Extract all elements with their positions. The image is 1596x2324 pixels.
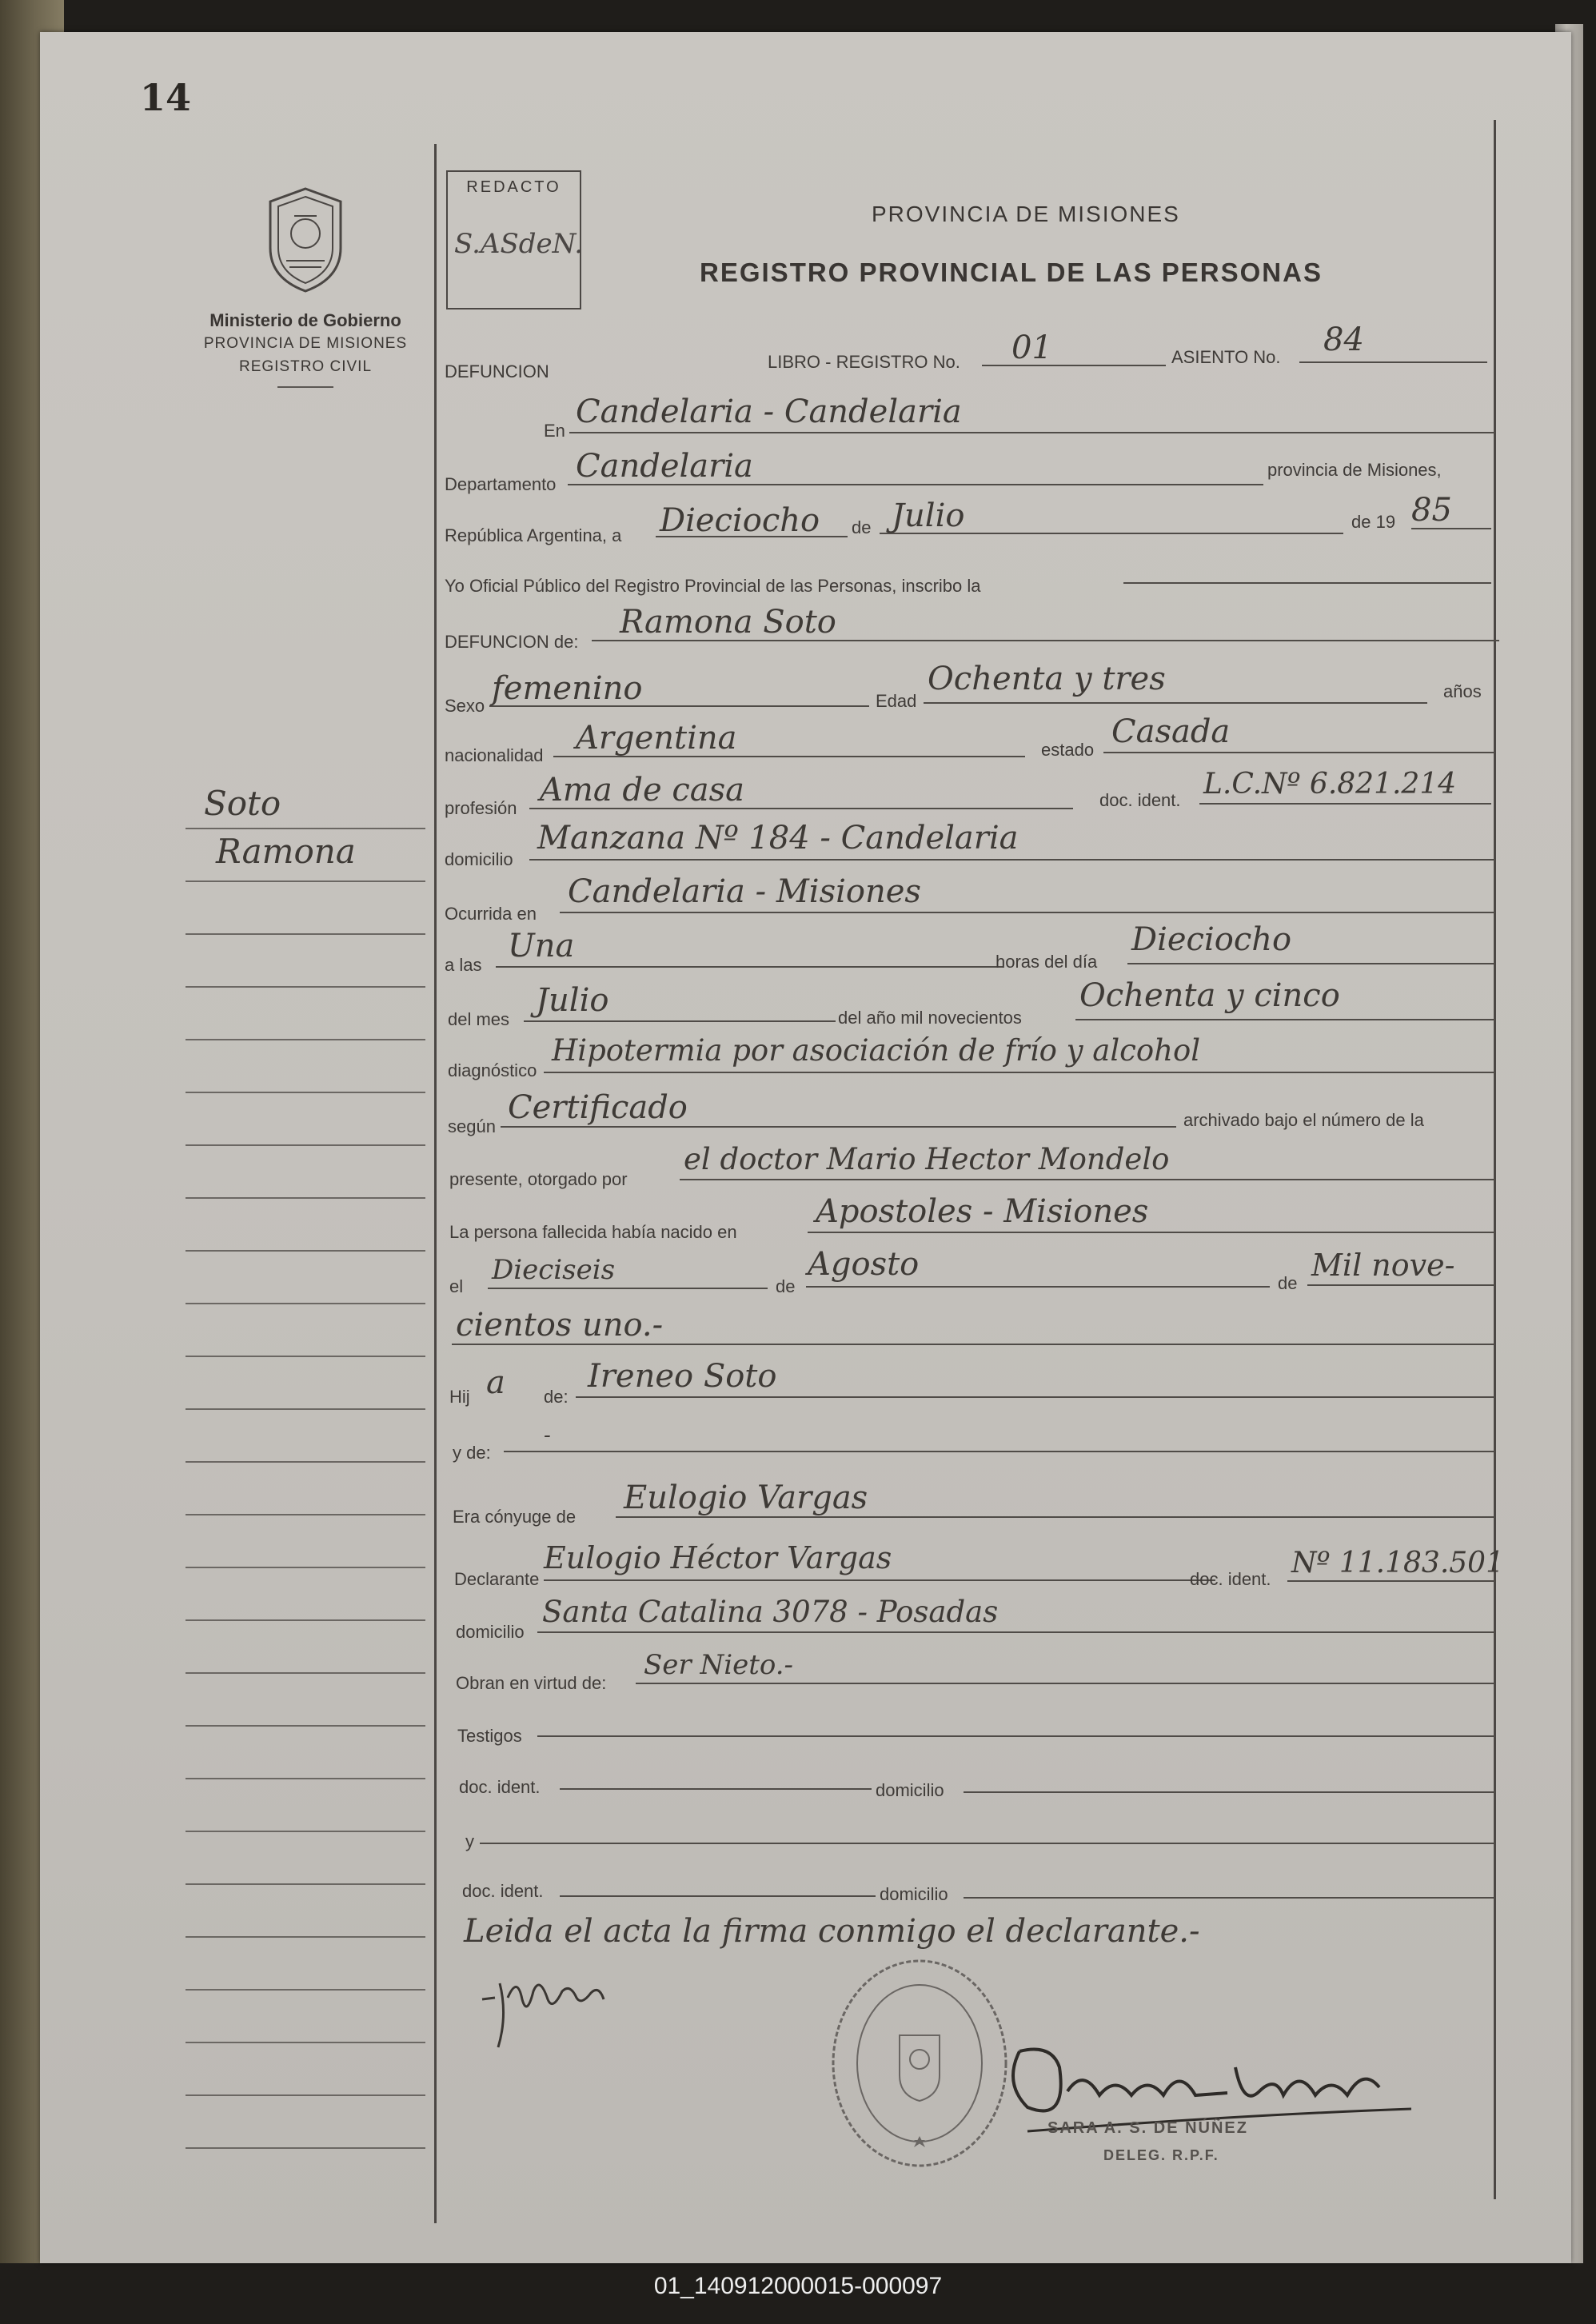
asiento-rule xyxy=(1299,361,1487,363)
declarante-value: Eulogio Héctor Vargas xyxy=(544,1540,892,1575)
ministry-heading xyxy=(170,309,441,388)
edad-rule xyxy=(924,702,1427,704)
margin-ruled-line xyxy=(186,1197,425,1199)
testigos-rule xyxy=(537,1735,1495,1737)
margin-ruled-line xyxy=(186,1144,425,1146)
y-de-label: y de: xyxy=(453,1443,491,1463)
de-value-2: Agosto xyxy=(808,1246,920,1283)
hija-de-value: Ireneo Soto xyxy=(588,1358,777,1395)
margin-ruled-line xyxy=(186,1989,425,1991)
nacido-value: Apostoles - Misiones xyxy=(816,1193,1149,1230)
yo-oficial-rule xyxy=(1123,582,1491,584)
margin-ruled-line xyxy=(186,1725,425,1727)
t2-dom-rule xyxy=(964,1897,1495,1899)
margin-ruled-line xyxy=(186,1408,425,1410)
t2-dom-label: domicilio xyxy=(880,1884,948,1904)
sexo-label: Sexo xyxy=(445,696,485,716)
anios-label: años xyxy=(1443,681,1482,701)
obran-rule xyxy=(636,1683,1495,1684)
nacido-label: La persona fallecida había nacido en xyxy=(449,1222,737,1242)
margin-ruled-line xyxy=(186,1883,425,1885)
ocurrida-label: Ocurrida en xyxy=(445,904,537,924)
libro-rule xyxy=(982,365,1166,366)
margin-ruled-line xyxy=(186,1356,425,1357)
registry-heading: REGISTRO PROVINCIAL DE LAS PERSONAS xyxy=(700,258,1323,287)
estado-label: estado xyxy=(1041,740,1095,760)
ministry-name: Ministerio de Gobierno xyxy=(209,310,401,330)
margin-ruled-line xyxy=(186,2042,425,2043)
a-las-value: Una xyxy=(508,928,575,964)
margin-ruled-line xyxy=(186,1778,425,1779)
nacionalidad-value: Argentina xyxy=(576,720,737,757)
decl-doc-label: doc. ident. xyxy=(1190,1569,1271,1589)
margin-ruled-line xyxy=(186,1567,425,1568)
domicilio-label: domicilio xyxy=(445,849,513,869)
de-19-label: de 19 xyxy=(1351,512,1396,532)
horas-label: horas del día xyxy=(996,952,1098,972)
diagnostico-label: diagnóstico xyxy=(448,1060,537,1080)
horas-value: Dieciocho xyxy=(1131,921,1292,958)
margin-ruled-line xyxy=(186,828,425,829)
decl-doc-rule xyxy=(1287,1580,1495,1582)
departamento-label: Departamento xyxy=(445,474,557,494)
page-number: 14 xyxy=(140,76,192,119)
presente-rule xyxy=(680,1179,1495,1180)
y-de-rule xyxy=(504,1451,1495,1452)
margin-ruled-line xyxy=(186,1039,425,1040)
decl-domicilio-label: domicilio xyxy=(456,1622,525,1642)
de-value-3: Mil nove- xyxy=(1311,1248,1455,1283)
redacto-value: S.ASdeN. xyxy=(454,228,584,260)
sexo-value: femenino xyxy=(492,670,643,707)
decl-domicilio-value: Santa Catalina 3078 - Posadas xyxy=(542,1595,999,1629)
ocurrida-rule xyxy=(560,912,1495,913)
edad-value: Ochenta y tres xyxy=(928,661,1166,697)
hija-label: Hij xyxy=(449,1387,470,1407)
provincia-label: provincia de Misiones, xyxy=(1267,460,1442,480)
departamento-value: Candelaria xyxy=(576,448,753,485)
mes-value: Julio xyxy=(892,497,965,534)
margin-divider-line xyxy=(434,144,437,2223)
a-las-label: a las xyxy=(445,955,482,975)
margin-ruled-line xyxy=(186,1250,425,1252)
margin-ruled-line xyxy=(186,2094,425,2096)
margin-ruled-line xyxy=(186,1936,425,1938)
margin-ruled-line xyxy=(186,1672,425,1674)
province-heading: PROVINCIA DE MISIONES xyxy=(872,202,1180,226)
declarante-label: Declarante xyxy=(454,1569,540,1589)
diagnostico-value: Hipotermia por asociación de frío y alcohol xyxy=(552,1033,1201,1068)
de-label-1: de xyxy=(852,517,872,537)
t1-dom-rule xyxy=(964,1791,1495,1793)
official-stamp xyxy=(828,1955,1011,2171)
conyuge-value: Eulogio Vargas xyxy=(624,1479,868,1516)
de-label-3: de xyxy=(1278,1273,1298,1293)
asiento-value: 84 xyxy=(1323,321,1364,358)
del-anio-label: del año mil novecientos xyxy=(838,1008,1022,1028)
redacto-label: REDACTO xyxy=(466,178,561,196)
declarant-signature xyxy=(476,1967,684,2055)
margin-ruled-line xyxy=(186,1303,425,1304)
nacionalidad-label: nacionalidad xyxy=(445,745,544,765)
segun-value: Certificado xyxy=(508,1089,688,1126)
margin-surname: Soto xyxy=(204,784,281,823)
el-rule xyxy=(488,1288,768,1289)
estado-value: Casada xyxy=(1111,713,1231,750)
conyuge-rule xyxy=(616,1516,1495,1518)
domicilio-value: Manzana Nº 184 - Candelaria xyxy=(537,820,1019,857)
ministry-underline xyxy=(277,386,333,388)
obran-value: Ser Nieto.- xyxy=(644,1649,794,1681)
del-anio-value: Ochenta y cinco xyxy=(1079,977,1340,1014)
estado-rule xyxy=(1103,752,1495,753)
decl-doc-value: Nº 11.183.501 xyxy=(1291,1547,1504,1579)
t1-doc-label: doc. ident. xyxy=(459,1777,541,1797)
ocurrida-value: Candelaria - Misiones xyxy=(568,873,921,910)
yo-oficial-label: Yo Oficial Público del Registro Provincial de las Personas, inscribo la xyxy=(445,576,981,596)
horas-rule xyxy=(1127,963,1495,964)
doc-ident-label: doc. ident. xyxy=(1099,790,1181,810)
de-label-2: de xyxy=(776,1276,796,1296)
segun-rule xyxy=(501,1126,1176,1128)
t1-dom-label: domicilio xyxy=(876,1780,944,1800)
del-anio-rule xyxy=(1075,1019,1495,1020)
margin-ruled-line xyxy=(186,880,425,882)
en-label: En xyxy=(544,421,565,441)
doc-ident-rule xyxy=(1199,803,1491,805)
profesion-value: Ama de casa xyxy=(540,772,744,809)
image-id-caption: 01_140912000015-000097 xyxy=(653,2273,943,2299)
t1-doc-rule xyxy=(560,1788,872,1790)
diagnostico-rule xyxy=(544,1072,1495,1073)
margin-ruled-line xyxy=(186,1092,425,1093)
margin-ruled-line xyxy=(186,986,425,988)
ministry-registry: REGISTRO CIVIL xyxy=(238,358,373,375)
margin-ruled-line xyxy=(186,1831,425,1832)
dia-value: Dieciocho xyxy=(660,502,820,539)
del-mes-label: del mes xyxy=(448,1009,510,1029)
margin-given-name: Ramona xyxy=(216,832,356,871)
t2-doc-rule xyxy=(560,1895,876,1897)
y-rule xyxy=(480,1843,1495,1844)
t2-doc-label: doc. ident. xyxy=(462,1881,544,1901)
obran-label: Obran en virtud de: xyxy=(456,1673,607,1693)
defuncion-de-label: DEFUNCION de: xyxy=(445,632,579,652)
defuncion-type-label: DEFUNCION xyxy=(445,361,549,381)
nacido-rule xyxy=(808,1232,1495,1233)
presente-label: presente, otorgado por xyxy=(449,1169,628,1189)
del-mes-rule xyxy=(524,1020,836,1022)
asiento-label: ASIENTO No. xyxy=(1171,347,1281,367)
testigos-label: Testigos xyxy=(457,1726,522,1746)
margin-ruled-line xyxy=(186,1514,425,1515)
hija-de-rule xyxy=(576,1396,1495,1398)
conyuge-label: Era cónyuge de xyxy=(453,1507,577,1527)
el-value: Dieciseis xyxy=(492,1254,616,1286)
margin-ruled-line xyxy=(186,1461,425,1463)
closing-statement: Leida el acta la firma conmigo el declarante.- xyxy=(464,1913,1200,1950)
ministry-province: PROVINCIA DE MISIONES xyxy=(203,335,408,352)
declarante-rule xyxy=(544,1579,1215,1581)
official-title: DELEG. R.P.F. xyxy=(1103,2147,1219,2163)
en-rule xyxy=(569,432,1495,433)
defuncion-de-value: Ramona Soto xyxy=(620,604,836,641)
y-de-value: - xyxy=(544,1424,551,1448)
libro-label: LIBRO - REGISTRO No. xyxy=(768,352,960,372)
del-mes-value: Julio xyxy=(536,982,609,1019)
cont-value: cientos uno.- xyxy=(456,1307,664,1344)
official-name: SARA A. S. DE NÚÑEZ xyxy=(1047,2119,1248,2137)
redacto-box xyxy=(446,170,584,309)
decl-domicilio-rule xyxy=(537,1631,1495,1633)
de-rule-2 xyxy=(806,1286,1270,1288)
de-rule-3 xyxy=(1307,1284,1495,1286)
margin-ruled-line xyxy=(186,2147,425,2149)
profesion-label: profesión xyxy=(445,798,517,818)
archivado-label: archivado bajo el número de la xyxy=(1183,1110,1424,1130)
segun-label: según xyxy=(448,1116,496,1136)
anio-value: 85 xyxy=(1411,492,1452,529)
a-las-rule xyxy=(496,966,1003,968)
hija-suffix: a xyxy=(486,1364,505,1401)
margin-ruled-line xyxy=(186,1619,425,1621)
presente-value: el doctor Mario Hector Mondelo xyxy=(684,1142,1170,1176)
cont-rule xyxy=(452,1344,1495,1345)
y-label: y xyxy=(465,1831,474,1851)
libro-value: 01 xyxy=(1011,329,1052,366)
republica-label: República Argentina, a xyxy=(445,525,622,545)
en-value: Candelaria - Candelaria xyxy=(576,393,962,430)
el-label: el xyxy=(449,1276,464,1296)
provincial-seal-icon xyxy=(257,184,353,296)
domicilio-rule xyxy=(529,859,1495,861)
doc-ident-value: L.C.Nº 6.821.214 xyxy=(1203,768,1457,801)
margin-ruled-line xyxy=(186,933,425,935)
edad-label: Edad xyxy=(876,691,917,711)
hija-de-label: de: xyxy=(544,1387,569,1407)
